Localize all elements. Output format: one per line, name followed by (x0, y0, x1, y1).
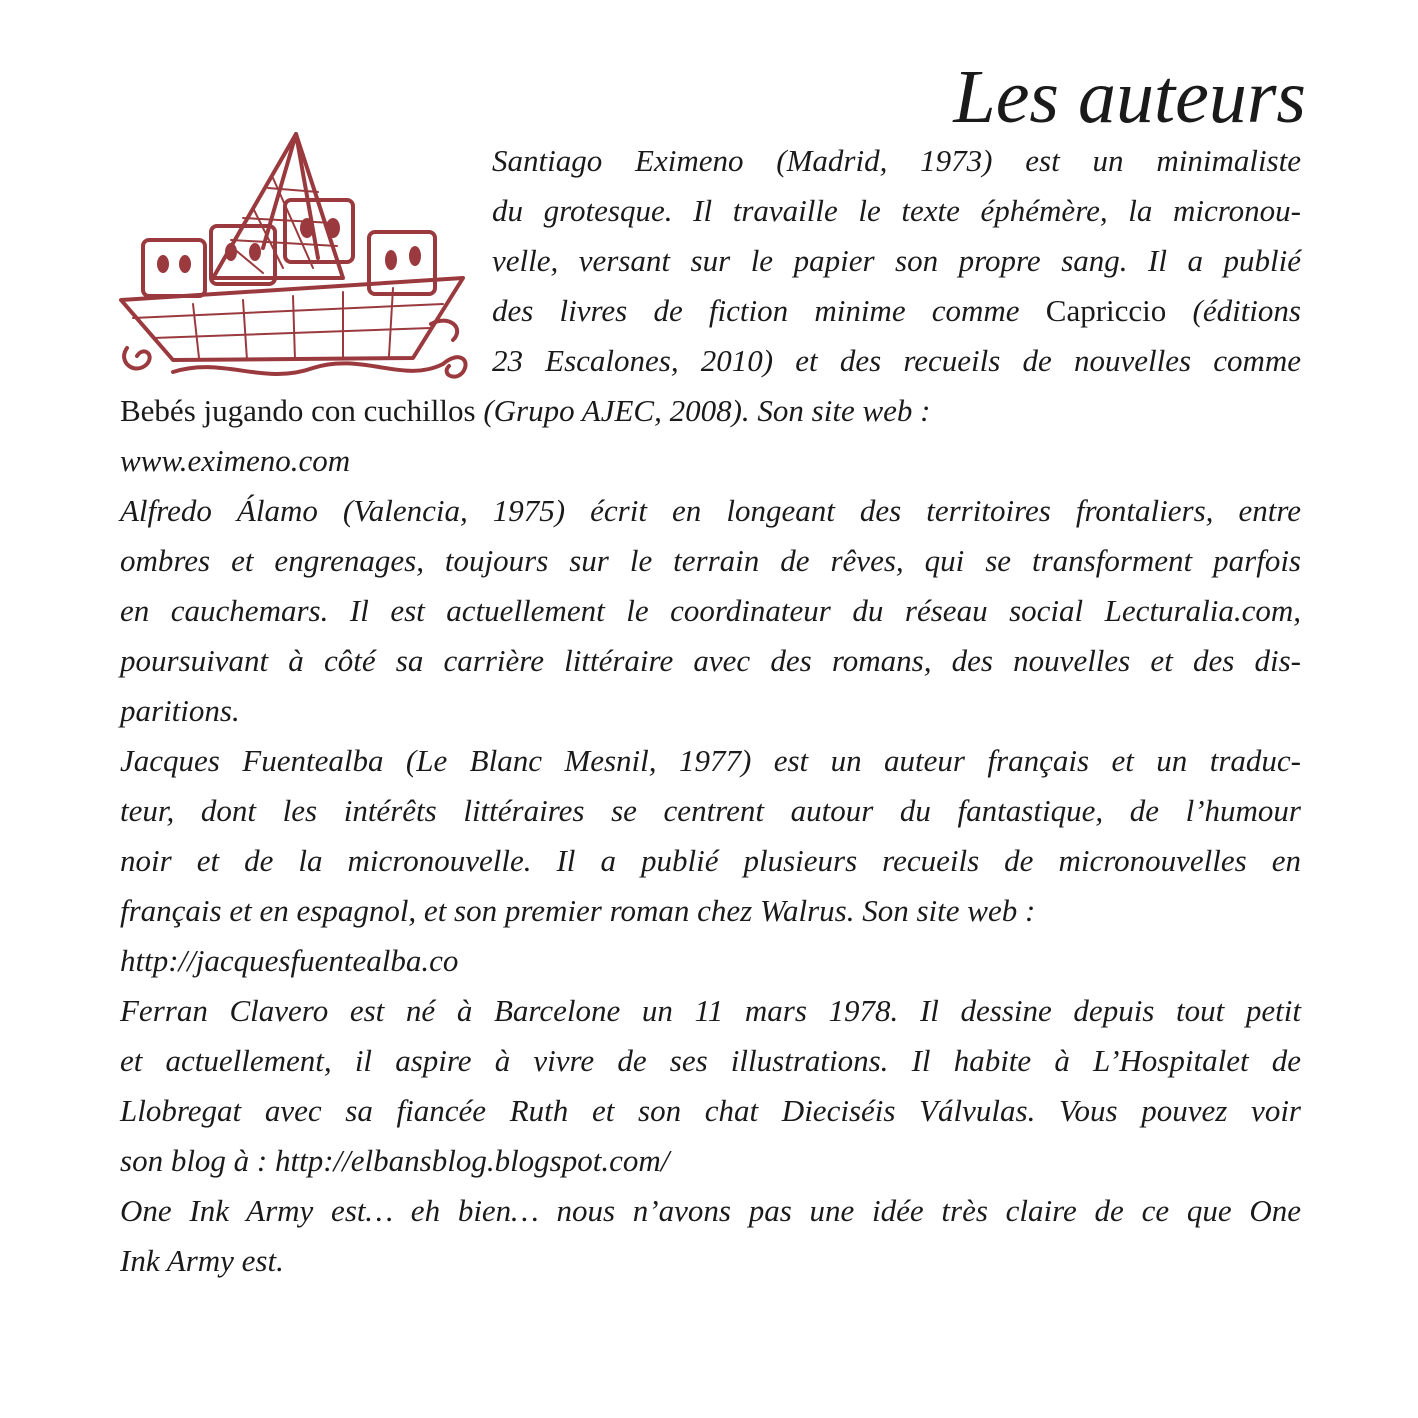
eximeno-line-4-end: (éditions (1192, 293, 1301, 328)
clavero-line-1: Ferran Clavero est né à Barcelone un 11 mars 1978. Il dessine depuis tout petit (120, 993, 1301, 1028)
eximeno-line-6 (120, 386, 1301, 436)
fuentealba-line-2: teur, dont les intérêts littéraires se centrent autour du fantastique, de l’humour (120, 793, 1301, 828)
fuentealba-line-4: français et en espagnol, et son premier roman chez Walrus. Son site web : (120, 893, 1036, 928)
oneink-line-1: One Ink Army est… eh bien… nous n’avons pas une idée très claire de ce que One (120, 1193, 1301, 1228)
alamo-line-4: poursuivant à côté sa carrière littéraire avec des romans, des nouvelles et des dis- (120, 643, 1301, 678)
alamo-line-2: ombres et engrenages, toujours sur le terrain de rêves, qui se transforment parfois (120, 543, 1301, 578)
alamo-line-5: paritions. (120, 693, 240, 728)
book-title-capriccio: Capriccio (1045, 293, 1167, 328)
fuentealba-website: http://jacquesfuentealba.co (120, 943, 459, 978)
book-title-bebes: Bebés jugando con cuchillos (120, 393, 476, 428)
fuentealba-line-3: noir et de la micronouvelle. Il a publié plusieurs recueils de micronouvelles en (120, 843, 1301, 878)
eximeno-line-4-text: des livres de fiction minime comme (492, 293, 1020, 328)
eximeno-line-6-text: (Grupo AJEC, 2008). Son site web : (483, 393, 931, 428)
alamo-line-3: en cauchemars. Il est actuellement le coordinateur du réseau social Lecturalia.com, (120, 593, 1301, 628)
eximeno-line-1: Santiago Eximeno (Madrid, 1973) est un minimaliste (492, 143, 1301, 178)
fuentealba-line-1: Jacques Fuentealba (Le Blanc Mesnil, 1977) est un auteur français et un traduc- (120, 743, 1301, 778)
clavero-line-3: Llobregat avec sa fiancée Ruth et son chat Dieciséis Válvulas. Vous pouvez voir (120, 1093, 1301, 1128)
eximeno-line-5: 23 Escalones, 2010) et des recueils de nouvelles comme (492, 343, 1301, 378)
clavero-line-2: et actuellement, il aspire à vivre de ses illustrations. Il habite à L’Hospitalet de (120, 1043, 1301, 1078)
oneink-line-2: Ink Army est. (120, 1243, 284, 1278)
page-title: Les auteurs (953, 55, 1306, 139)
alamo-line-1: Alfredo Álamo (Valencia, 1975) écrit en longeant des territoires frontaliers, entre (120, 493, 1301, 528)
eximeno-line-3: velle, versant sur le papier son propre sang. Il a publié (492, 243, 1301, 278)
eximeno-website: www.eximeno.com (120, 443, 351, 478)
boat-with-robots-illustration (113, 128, 473, 384)
clavero-line-4: son blog à : http://elbansblog.blogspot.com/ (120, 1143, 670, 1178)
eximeno-line-2: du grotesque. Il travaille le texte éphémère, la micronou- (492, 193, 1301, 228)
eximeno-line-4 (492, 286, 1301, 336)
